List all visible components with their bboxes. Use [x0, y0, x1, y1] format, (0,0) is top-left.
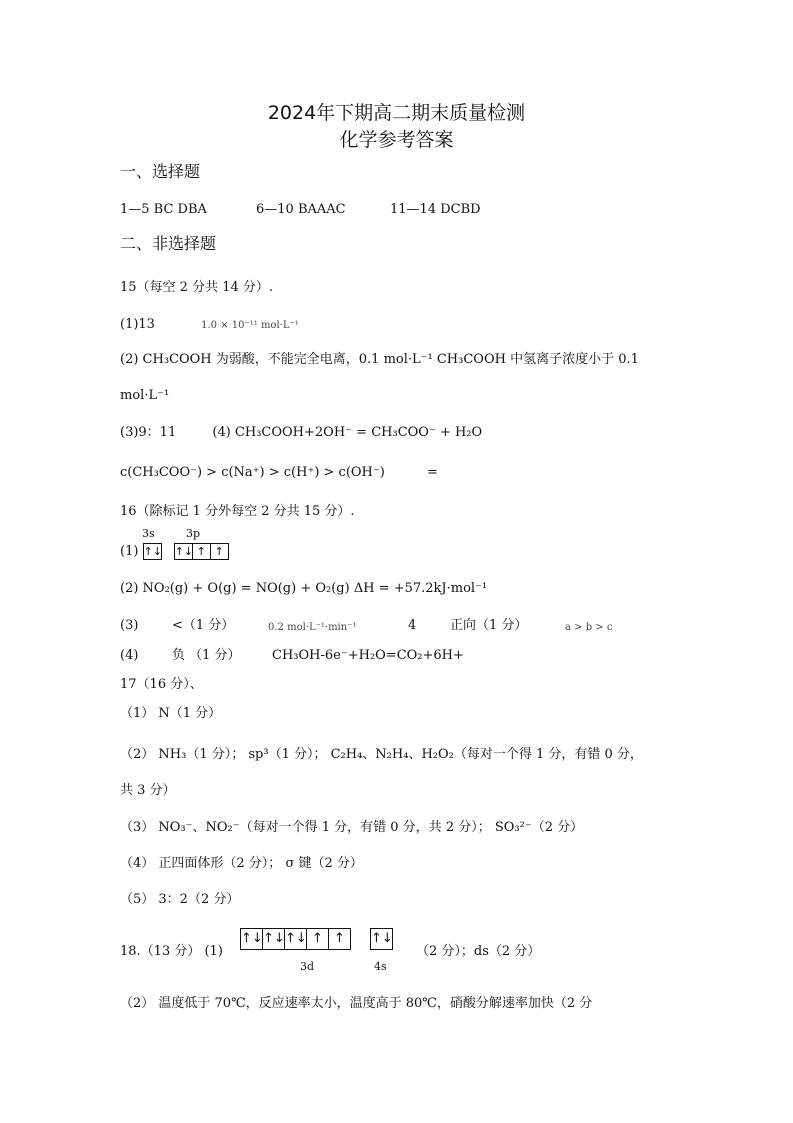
- q15-equal-sign: =: [426, 465, 438, 480]
- orbital-box-3s: [143, 543, 162, 560]
- label-4s: 4s: [374, 960, 387, 973]
- orbital-3d-2: ↑↓: [263, 929, 285, 949]
- orbital-3d-4: ↑: [307, 929, 329, 949]
- section-heading-choice: 一、选择题: [120, 162, 201, 181]
- orbital-3p-2: ↑: [193, 544, 211, 559]
- q16-heading: 16（除标记 1 分外每空 2 分共 15 分）.: [120, 504, 355, 519]
- q16-answer-1: [120, 543, 229, 561]
- q17-heading: 17（16 分）、: [120, 677, 203, 692]
- page-subtitle: 化学参考答案: [339, 129, 454, 151]
- orbital-3p-3: ↑: [214, 545, 224, 558]
- choice-answers-6-10: 6—10 BAAAC: [256, 202, 346, 217]
- q17-answer-5: （5） 3：2（2 分）: [120, 892, 240, 907]
- q16-answer-4-reaction: CH₃OH-6e⁻+H₂O=CO₂+6H+: [272, 648, 464, 663]
- orbital-3d-1: ↑↓: [241, 929, 263, 949]
- q15-answer-1: [120, 316, 299, 335]
- q15-answer-4-line2: [120, 464, 438, 482]
- q16-answer-3-rate: 0.2 mol·L⁻¹·min⁻¹: [268, 622, 357, 633]
- q16-answer-3-direction: 正向（1 分）: [450, 618, 528, 633]
- q18-answer-2: （2） 温度低于 70℃，反应速率太小，温度高于 80℃，硝酸分解速率加快（2 分: [120, 996, 593, 1011]
- q16-answer-3-prefix: (3): [120, 618, 139, 633]
- orbital-box-3p: [174, 543, 229, 560]
- orbital-4s-1: ↑↓: [371, 931, 393, 946]
- q16-answer-4-electrode: 负 （1 分）: [172, 648, 241, 663]
- q17-answer-3: （3） NO₃⁻、NO₂⁻（每对一个得 1 分，有错 0 分，共 2 分）； SO₃²⁻（2 分）: [120, 820, 584, 835]
- q18-answer-1-tail: （2 分）；ds（2 分）: [416, 944, 541, 959]
- q15-ion-order: c(CH₃COO⁻) > c(Na⁺) > c(H⁺) > c(OH⁻): [120, 465, 385, 480]
- choice-answers-1-5: 1—5 BC DBA: [120, 202, 207, 217]
- orbital-3d-5: ↑: [334, 931, 345, 946]
- q16-answer-1-prefix: (1): [120, 544, 139, 559]
- label-3d: 3d: [300, 960, 315, 973]
- q17-answer-2-line2: 共 3 分）: [120, 783, 176, 798]
- q15-heading: 15（每空 2 分共 14 分）.: [120, 280, 274, 295]
- q17-answer-1: （1） N（1 分）: [120, 706, 222, 721]
- q16-answer-3-compare: <（1 分）: [172, 618, 235, 633]
- label-3s: 3s: [142, 527, 155, 540]
- q18-heading: 18.（13 分） (1): [120, 944, 223, 959]
- page-title: 2024年下期高二期末质量检测: [267, 102, 526, 124]
- q15-answer-1-ph: (1)13: [120, 317, 155, 332]
- q17-answer-2-line1: （2） NH₃（1 分）； sp³（1 分）； C₂H₄、N₂H₄、H₂O₂（每对一个得 1 分，有错 0 分，: [120, 747, 643, 762]
- section-heading-nonchoice: 二、非选择题: [120, 234, 217, 253]
- q15-answer-3: (3)9：11: [120, 425, 177, 440]
- label-3p: 3p: [186, 527, 201, 540]
- q16-answer-3-k: 4: [408, 618, 417, 633]
- orbital-3p-1: ↑↓: [174, 545, 194, 558]
- q16-answer-3-order: a > b > c: [565, 622, 613, 633]
- q16-answer-4-prefix: (4): [120, 648, 139, 663]
- orbital-3d-3: ↑↓: [285, 929, 307, 949]
- q16-answer-2: (2) NO₂(g) + O(g) = NO(g) + O₂(g) ΔH = +57.2kJ·mol⁻¹: [120, 581, 488, 596]
- q15-answer-4: (4) CH₃COOH+2OH⁻ = CH₃COO⁻ + H₂O: [212, 425, 483, 440]
- q15-answer-2-line2: mol·L⁻¹: [120, 388, 170, 403]
- q15-answer-3-4: [120, 424, 482, 442]
- choice-answers-11-14: 11—14 DCBD: [390, 202, 481, 217]
- orbital-box-4s: [370, 928, 393, 950]
- orbital-3s-1: ↑↓: [143, 545, 162, 558]
- q17-answer-4: （4） 正四面体形（2 分）； σ 键（2 分）: [120, 856, 363, 871]
- q15-answer-2-line1: (2) CH₃COOH 为弱酸，不能完全电离，0.1 mol·L⁻¹ CH₃COOH 中氢离子浓度小于 0.1: [120, 352, 639, 367]
- q15-answer-1-value: 1.0 × 10⁻¹¹ mol·L⁻¹: [201, 320, 299, 331]
- orbital-box-3d: [240, 928, 351, 950]
